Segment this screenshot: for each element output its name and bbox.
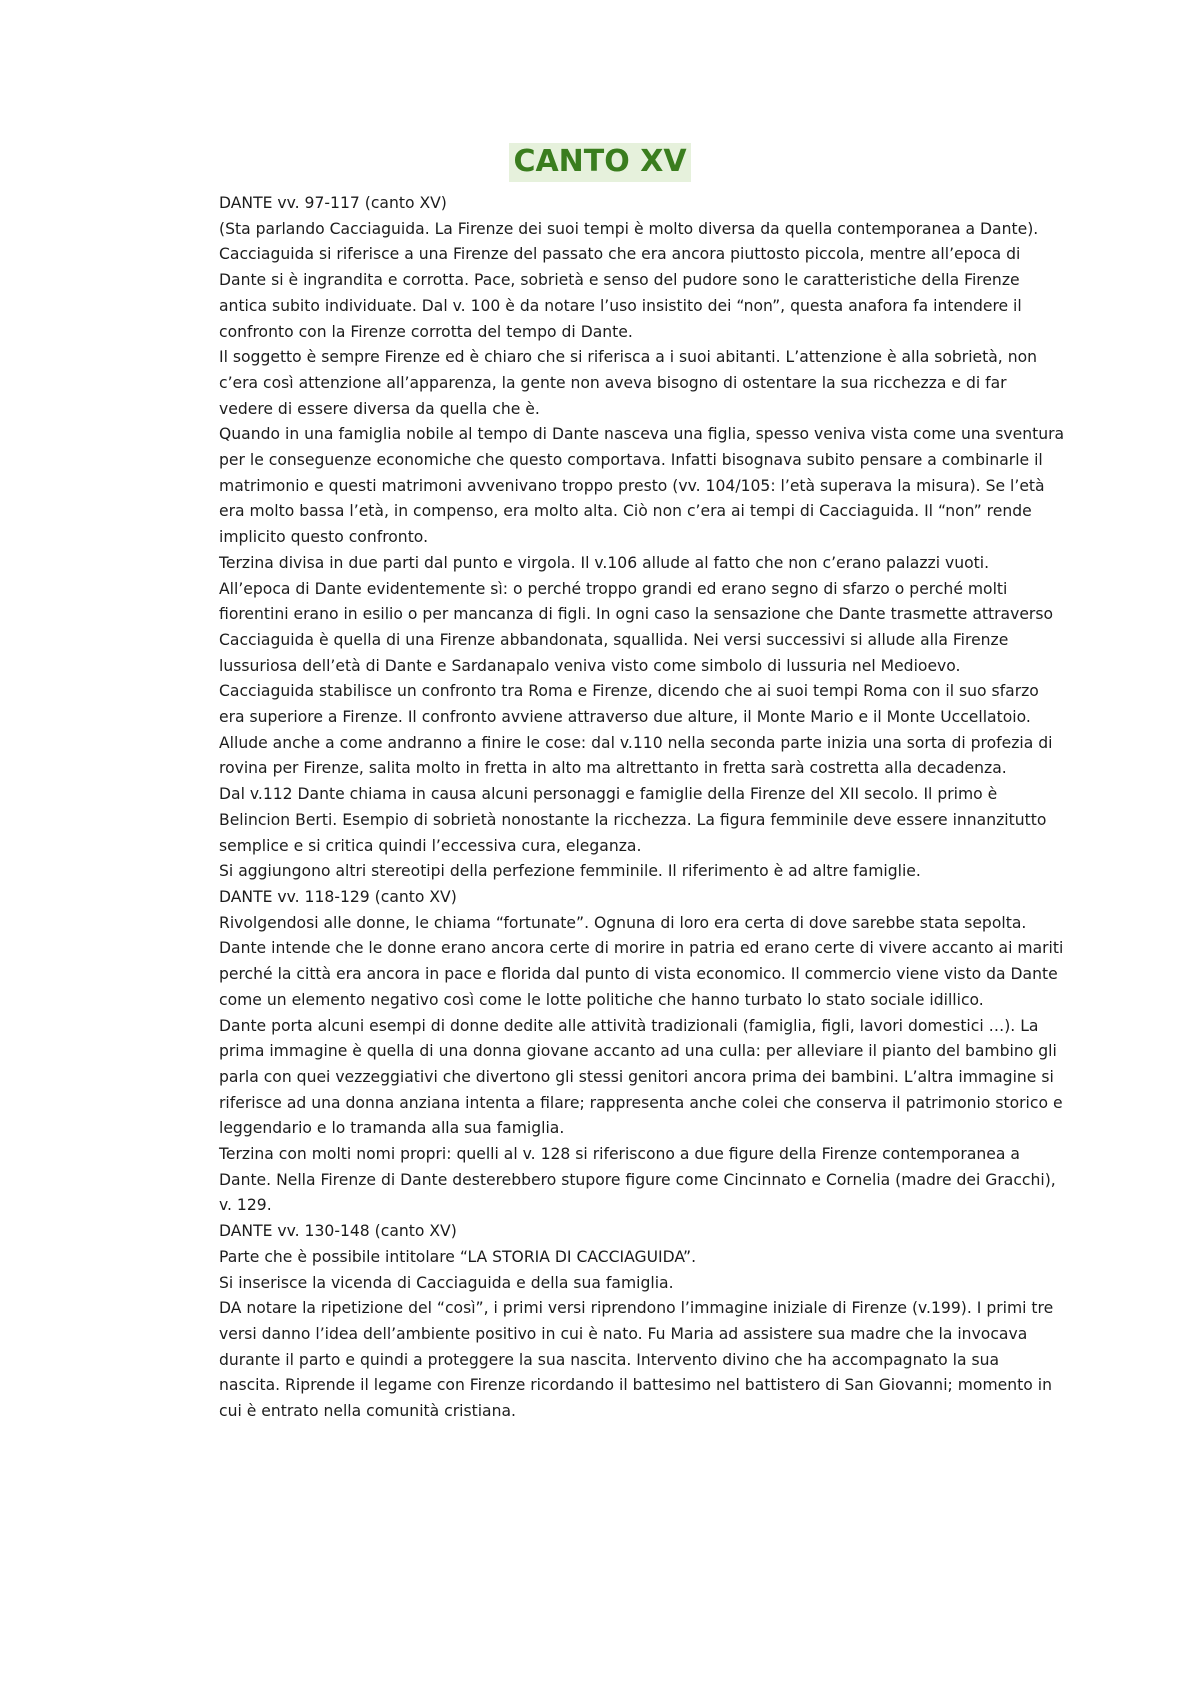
paragraph: Il soggetto è sempre Firenze ed è chiaro che si riferisca a i suoi abitanti. L’attenzione è alla sobrietà, non c’era così attenzione all’apparenza, la gente non aveva bisogno di ostentare la sua ricchezza e di far vedere di essere diversa da quella che è. xyxy=(219,348,1038,418)
paragraph: Si inserisce la vicenda di Cacciaguida e della sua famiglia. xyxy=(219,1273,674,1292)
title-container xyxy=(0,143,1200,182)
paragraph: Dal v.112 Dante chiama in causa alcuni personaggi e famiglie della Firenze del XII secolo. Il primo è Belincion Berti. Esempio di sobrietà nonostante la ricchezza. La figura femminile deve essere innanzitutto semplice e si critica quindi l’eccessiva cura, eleganza. xyxy=(219,785,1047,855)
section-heading: DANTE vv. 97-117 (canto XV) xyxy=(219,194,447,212)
paragraph: Terzina con molti nomi propri: quelli al v. 128 si riferiscono a due figure della Firenze contemporanea a Dante. Nella Firenze di Dante desterebbero stupore figure come Cincinnato e Cornelia (madre dei Gracchi), v. 129. xyxy=(219,1145,1056,1215)
paragraph: Cacciaguida si riferisce a una Firenze del passato che era ancora piuttosto piccola, mentre all’epoca di Dante si è ingrandita e corrotta. Pace, sobrietà e senso del pudore sono le caratteristiche della Firenze antica subito individuate. Dal v. 100 è da notare l’uso insistito dei “non”, questa anafora fa intendere il confronto con la Firenze corrotta del tempo di Dante. xyxy=(219,245,1022,341)
paragraph: (Sta parlando Cacciaguida. La Firenze dei suoi tempi è molto diversa da quella contemporanea a Dante). xyxy=(219,219,1039,238)
paragraph: Parte che è possibile intitolare “LA STORIA DI CACCIAGUIDA”. xyxy=(219,1247,697,1266)
paragraph: Si aggiungono altri stereotipi della perfezione femminile. Il riferimento è ad altre famiglie. xyxy=(219,862,921,881)
document-body xyxy=(219,191,1065,1425)
document-title: CANTO XV xyxy=(509,143,690,182)
paragraph: Cacciaguida stabilisce un confronto tra Roma e Firenze, dicendo che ai suoi tempi Roma con il suo sfarzo era superiore a Firenze. Il confronto avviene attraverso due alture, il Monte Mario e il Monte Uccellatoio. Allude anche a come andranno a finire le cose: dal v.110 nella seconda parte inizia una sorta di profezia di rovina per Firenze, salita molto in fretta in alto ma altrettanto in fretta sarà costretta alla decadenza. xyxy=(219,682,1053,778)
section-heading: DANTE vv. 130-148 (canto XV) xyxy=(219,1222,457,1241)
section-heading: DANTE vv. 118-129 (canto XV) xyxy=(219,887,457,906)
paragraph: Quando in una famiglia nobile al tempo di Dante nasceva una figlia, spesso veniva vista come una sventura per le conseguenze economiche che questo comportava. Infatti bisognava subito pensare a combinarle il matrimonio e questi matrimoni avvenivano troppo presto (vv. 104/105: l’età superava la misura). Se l’età era molto bassa l’età, in compenso, era molto alta. Ciò non c’era ai tempi di Cacciaguida. Il “non” rende implicito questo confronto. xyxy=(219,425,1065,547)
paragraph: DA notare la ripetizione del “così”, i primi versi riprendono l’immagine iniziale di Firenze (v.199). I primi tre versi danno l’idea dell’ambiente positivo in cui è nato. Fu Maria ad assistere sua madre che la invocava durante il parto e quindi a proteggere la sua nascita. Intervento divino che ha accompagnato la sua nascita. Riprende il legame con Firenze ricordando il battesimo nel battistero di San Giovanni; momento in cui è entrato nella comunità cristiana. xyxy=(219,1299,1054,1421)
paragraph: Rivolgendosi alle donne, le chiama “fortunate”. Ognuna di loro era certa di dove sarebbe stata sepolta. Dante intende che le donne erano ancora certe di morire in patria ed erano certe di vivere accanto ai mariti perché la città era ancora in pace e florida dal punto di vista economico. Il commercio viene visto da Dante come un elemento negativo così come le lotte politiche che hanno turbato lo stato sociale idillico. xyxy=(219,913,1064,1009)
paragraph: Terzina divisa in due parti dal punto e virgola. Il v.106 allude al fatto che non c’erano palazzi vuoti. All’epoca di Dante evidentemente sì: o perché troppo grandi ed erano segno di sfarzo o perché molti fiorentini erano in esilio o per mancanza di figli. In ogni caso la sensazione che Dante trasmette attraverso Cacciaguida è quella di una Firenze abbandonata, squallida. Nei versi successivi si allude alla Firenze lussuriosa dell’età di Dante e Sardanapalo veniva visto come simbolo di lussuria nel Medioevo. xyxy=(219,553,1053,675)
paragraph: Dante porta alcuni esempi di donne dedite alle attività tradizionali (famiglia, figli, lavori domestici …). La prima immagine è quella di una donna giovane accanto ad una culla: per alleviare il pianto del bambino gli parla con quei vezzeggiativi che divertono gli stessi genitori ancora prima dei bambini. L’altra immagine si riferisce ad una donna anziana intenta a filare; rappresenta anche colei che conserva il patrimonio storico e leggendario e lo tramanda alla sua famiglia. xyxy=(219,1016,1063,1138)
